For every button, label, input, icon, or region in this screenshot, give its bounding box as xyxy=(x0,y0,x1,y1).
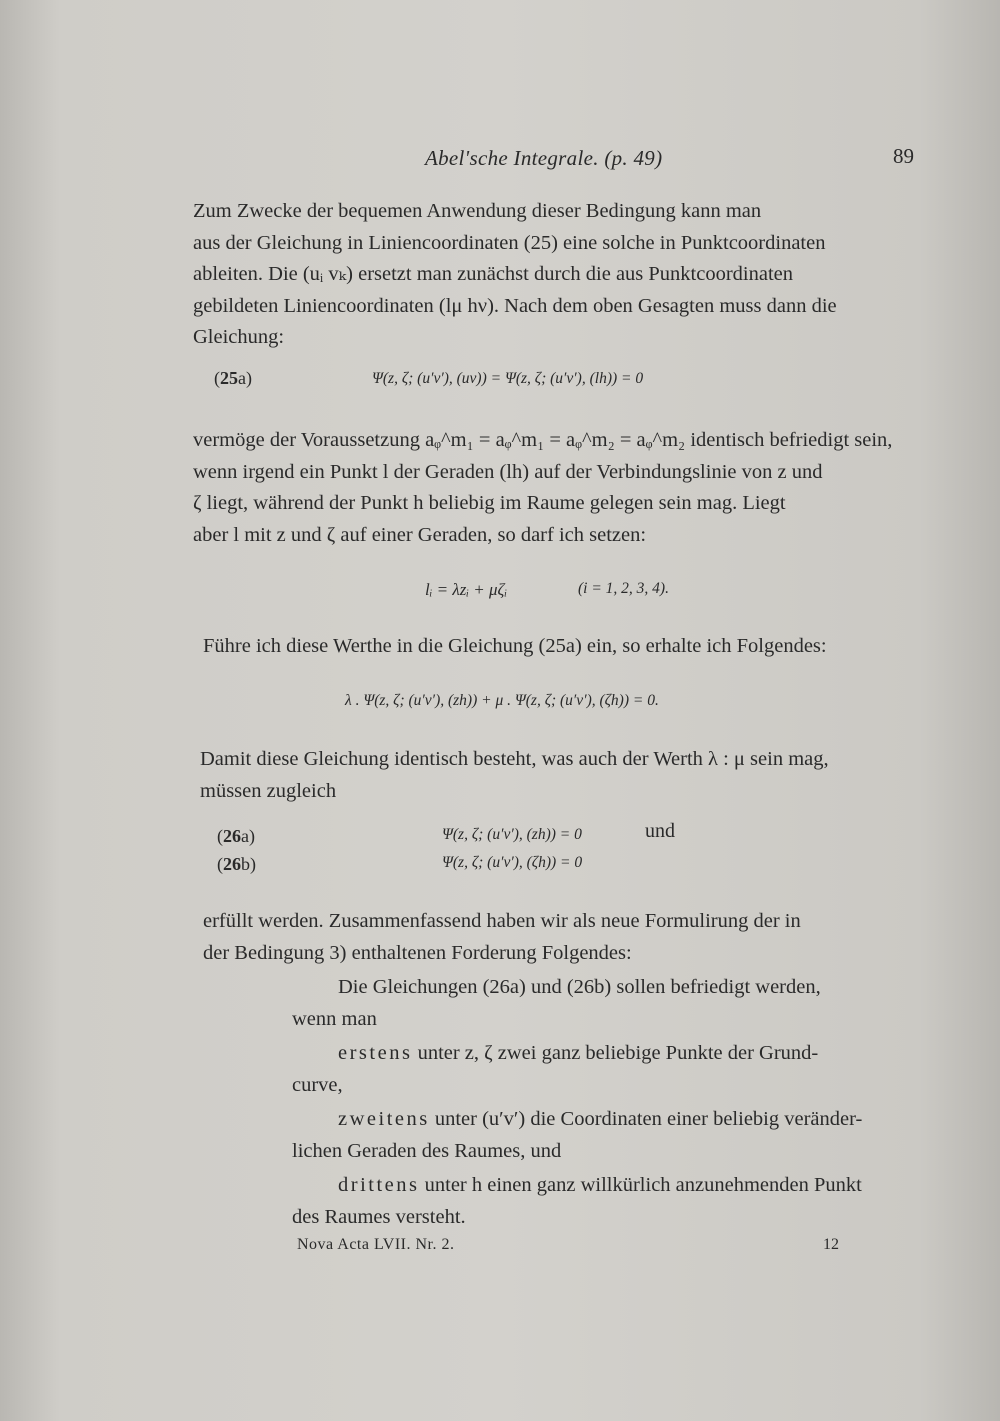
equation-26b: Ψ(z, ζ; (u′v′), (ζh)) = 0 xyxy=(442,854,583,871)
equation-index-range: (i = 1, 2, 3, 4). xyxy=(578,580,669,597)
text-line: curve, xyxy=(292,1073,343,1096)
paragraph-4 xyxy=(200,744,927,807)
equation-label-26a: (26a) xyxy=(217,826,255,846)
condition-first: erstens unter z, ζ zwei ganz beliebige Punkte der Grund- xyxy=(338,1042,819,1064)
text-line: vermöge der Voraussetzung aᵩ^m₁ = aᵩ^m₁ = aᵩ^m₂ = aᵩ^m₂ identisch befriedigt sein, xyxy=(193,429,893,451)
paragraph-5 xyxy=(203,906,927,969)
conditions-list xyxy=(292,972,932,1233)
text-line: gebildeten Liniencoordinaten (lμ hν). Nach dem oben Gesagten muss dann die xyxy=(193,294,837,317)
text-line: Führe ich diese Werthe in die Gleichung (25a) ein, so erhalte ich Folgendes: xyxy=(203,635,827,657)
text-line: Zum Zwecke der bequemen Anwendung dieser Bedingung kann man xyxy=(193,200,762,222)
keyword-drittens: drittens xyxy=(338,1174,420,1196)
text-line: aus der Gleichung in Liniencoordinaten (25) eine solche in Punktcoordinaten xyxy=(193,231,826,254)
condition-third: drittens unter h einen ganz willkürlich anzunehmenden Punkt xyxy=(338,1174,862,1196)
page-number: 89 xyxy=(893,144,914,168)
text-line: lichen Geraden des Raumes, und xyxy=(292,1139,562,1162)
paragraph-3 xyxy=(203,631,927,663)
equation-l-substitution: lᵢ = λzᵢ + μζᵢ xyxy=(425,580,508,599)
equation-25a: Ψ(z, ζ; (u′v′), (uv)) = Ψ(z, ζ; (u′v′), (lh)) = 0 xyxy=(372,370,644,387)
keyword-erstens: erstens xyxy=(338,1042,413,1064)
text-line: wenn irgend ein Punkt l der Geraden (lh) auf der Verbindungslinie von z und xyxy=(193,460,823,483)
keyword-zweitens: zweitens xyxy=(338,1108,430,1130)
text-line: Die Gleichungen (26a) und (26b) sollen befriedigt werden, xyxy=(338,976,821,998)
footer-journal: Nova Acta LVII. Nr. 2. xyxy=(297,1236,455,1253)
text-line: Gleichung: xyxy=(193,326,285,348)
text-line: des Raumes versteht. xyxy=(292,1205,466,1228)
paragraph-1 xyxy=(193,196,917,354)
running-header: Abel'sche Integrale. (p. 49) xyxy=(425,146,663,170)
footer-sheet-number: 12 xyxy=(823,1236,839,1253)
equation-26a: Ψ(z, ζ; (u′v′), (zh)) = 0 xyxy=(442,826,582,843)
text-line: wenn man xyxy=(292,1007,377,1030)
text-line: ζ liegt, während der Punkt h beliebig im Raume gelegen sein mag. Liegt xyxy=(193,492,786,514)
conjunction-und: und xyxy=(645,820,675,842)
text-line: Damit diese Gleichung identisch besteht, was auch der Werth λ : μ sein mag, xyxy=(200,748,829,770)
equation-lambda-mu: λ . Ψ(z, ζ; (u′v′), (zh)) + μ . Ψ(z, ζ; (u′v′), (ζh)) = 0. xyxy=(345,692,659,709)
condition-second: zweitens unter (u′v′) die Coordinaten einer beliebig veränder- xyxy=(338,1108,863,1130)
equation-label-25a: (25a) xyxy=(214,368,252,388)
paragraph-2 xyxy=(193,425,917,551)
text-line: müssen zugleich xyxy=(200,779,337,802)
equation-label-26b: (26b) xyxy=(217,854,256,874)
text-line: ableiten. Die (uᵢ vₖ) ersetzt man zunächst durch die aus Punktcoordinaten xyxy=(193,263,794,285)
text-line: der Bedingung 3) enthaltenen Forderung Folgendes: xyxy=(203,941,632,964)
text-line: erfüllt werden. Zusammenfassend haben wir als neue Formulirung der in xyxy=(203,910,801,932)
text-line: aber l mit z und ζ auf einer Geraden, so darf ich setzen: xyxy=(193,523,647,546)
